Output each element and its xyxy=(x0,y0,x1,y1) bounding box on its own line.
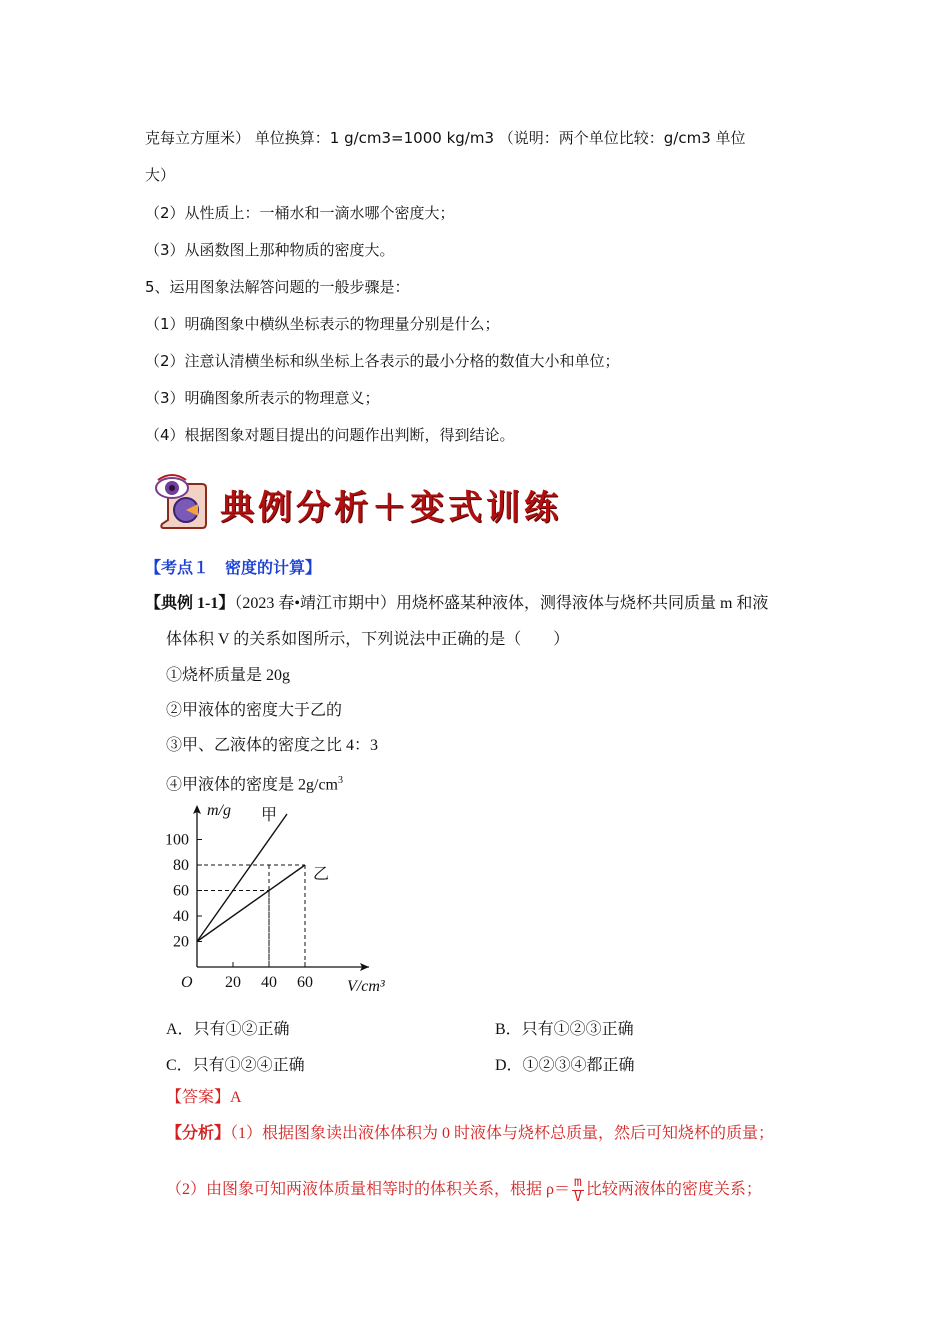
x-axis-label: V/cm³ xyxy=(347,978,385,995)
statement-item: ③甲、乙液体的密度之比 4：3 xyxy=(166,737,379,754)
section-title: 【考点１ 密度的计算】 xyxy=(145,558,322,577)
intro-line-1: 克每立方厘米） 单位换算：1 g/cm3=1000 kg/m3 （说明：两个单位比较：g/cm3 单位 xyxy=(145,129,746,147)
analysis-label: 【分析】 xyxy=(166,1125,231,1142)
intro-item-3: （3）从函数图上那种物质的密度大。 xyxy=(145,241,395,259)
analysis-text-2a: （2）由图象可知两液体质量相等时的体积关系，根据 ρ＝ xyxy=(166,1181,570,1198)
y-tick-label: 60 xyxy=(173,882,189,900)
statement-text: ④甲液体的密度是 2g/cm xyxy=(166,776,338,794)
example-line-1: （2023 春•靖江市期中）用烧杯盛某种液体，测得液体与烧杯共同质量 m 和液 xyxy=(234,595,769,612)
statement-item: ②甲液体的密度大于乙的 xyxy=(166,702,343,719)
series-line-2 xyxy=(197,865,305,942)
option-b[interactable]: B．只有①②③正确 xyxy=(495,1021,634,1038)
option-a[interactable]: A．只有①②正确 xyxy=(166,1021,290,1038)
analysis-line-1 xyxy=(166,1124,774,1144)
y-axis-label: m/g xyxy=(207,802,231,819)
y-tick-label: 40 xyxy=(173,908,189,925)
section-banner xyxy=(150,470,562,532)
example-line-2: 体体积 V 的关系如图所示，下列说法中正确的是（ ） xyxy=(166,631,570,648)
x-tick-label: 20 xyxy=(225,974,241,991)
step-item: （1）明确图象中横纵坐标表示的物理量分别是什么； xyxy=(145,315,500,333)
example-question-line-1 xyxy=(145,594,768,614)
answer-value: A xyxy=(230,1089,242,1106)
series-label-1: 甲 xyxy=(261,807,278,824)
series-line-1 xyxy=(197,814,287,942)
analysis-line-2 xyxy=(166,1172,762,1208)
unit-superscript: 3 xyxy=(338,775,343,786)
answer-label: 【答案】 xyxy=(166,1089,231,1106)
formula-denominator: V xyxy=(574,1189,582,1205)
statement-item-4 xyxy=(166,771,343,795)
analysis-text-1: （1）根据图象读出液体体积为 0 时液体与烧杯总质量，然后可知烧杯的质量； xyxy=(230,1125,775,1142)
y-tick-label: 100 xyxy=(165,831,189,849)
steps-heading: 5、运用图象法解答问题的一般步骤是： xyxy=(145,278,410,296)
option-d[interactable]: D．①②③④都正确 xyxy=(495,1057,635,1074)
example-tag: 【典例 1-1】 xyxy=(145,595,235,612)
x-tick-label: 60 xyxy=(297,974,313,991)
y-tick-label: 20 xyxy=(173,933,189,951)
series-label-2: 乙 xyxy=(313,866,330,883)
eye-scroll-icon xyxy=(150,470,214,532)
intro-item-2: （2）从性质上：一桶水和一滴水哪个密度大； xyxy=(145,204,455,222)
step-item: （2）注意认清横坐标和纵坐标上各表示的最小分格的数值大小和单位； xyxy=(145,352,620,370)
density-formula xyxy=(572,1176,584,1205)
statement-item: ①烧杯质量是 20g xyxy=(166,667,291,684)
analysis-text-2b: 比较两液体的密度关系； xyxy=(585,1181,762,1198)
intro-line-1b: 大） xyxy=(145,166,176,184)
origin-label: O xyxy=(181,974,193,991)
mass-volume-chart xyxy=(160,795,420,1000)
banner-title: 典例分析＋变式训练 xyxy=(220,488,562,528)
y-tick-label: 80 xyxy=(173,857,189,874)
step-item: （4）根据图象对题目提出的问题作出判断，得到结论。 xyxy=(145,426,515,444)
answer-line xyxy=(166,1088,242,1108)
formula-numerator: m xyxy=(574,1174,582,1190)
option-c[interactable]: C．只有①②④正确 xyxy=(166,1057,305,1074)
x-tick-label: 40 xyxy=(261,974,277,991)
step-item: （3）明确图象所表示的物理意义； xyxy=(145,389,380,407)
